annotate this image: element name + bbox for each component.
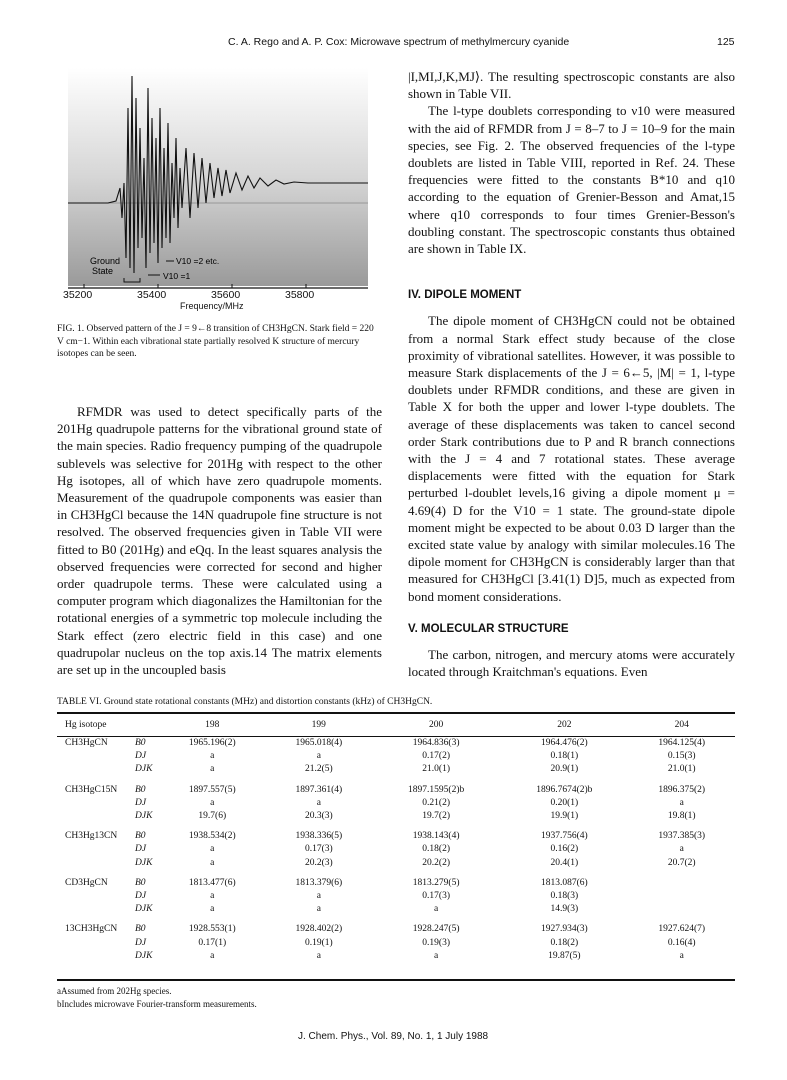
value-cell: 1964.836(3)	[412, 738, 460, 748]
value-cell: 1965.196(2)	[188, 738, 236, 748]
value-cell: 19.87(5)	[548, 950, 581, 961]
value-cell: 1896.375(2)	[658, 784, 706, 795]
value-cell: 1928.247(5)	[412, 924, 460, 935]
table-caption: TABLE VI. Ground state rotational constants (MHz) and distortion constants (kHz) of CH3HgCN.	[57, 697, 433, 707]
parameter-cell: DJ	[135, 937, 147, 948]
parameter-cell: B0	[135, 877, 146, 888]
x-tick-label: 35400	[137, 289, 167, 301]
constants-table	[57, 714, 735, 963]
col-header: 198	[159, 714, 266, 737]
value-cell: 1813.279(5)	[412, 877, 460, 888]
value-cell: 21.2(5)	[304, 764, 333, 775]
x-tick-label: 35200	[63, 289, 93, 301]
value-cell: a	[316, 797, 321, 808]
molecule-cell	[57, 843, 135, 856]
parameter-cell: DJ	[135, 891, 147, 902]
value-cell: 19.9(1)	[550, 811, 579, 822]
value-cell: 1938.534(2)	[188, 831, 236, 842]
value-cell: 20.3(3)	[304, 811, 333, 822]
table-row	[57, 797, 735, 810]
spectrum-plot	[68, 68, 368, 290]
value-cell: 0.19(1)	[304, 937, 333, 948]
molecule-cell: CH3HgCN	[65, 738, 108, 748]
value-cell: 1937.756(4)	[540, 831, 588, 842]
label-state: State	[92, 266, 114, 276]
parameter-cell: DJK	[135, 857, 153, 868]
table-row	[57, 937, 735, 950]
value-cell: 1897.1595(2)b	[408, 784, 465, 795]
value-cell: 1937.385(3)	[658, 831, 706, 842]
figure-caption: FIG. 1. Observed pattern of the J = 9←8 transition of CH3HgCN. Stark field = 220 V cm−1. Within each vibrational state partially resolved K structure of mercury isotopes can be seen.	[57, 324, 374, 359]
table-row	[57, 950, 735, 963]
value-cell: 20.2(2)	[422, 857, 450, 868]
col-header: Hg isotope	[57, 714, 159, 737]
value-cell: a	[316, 751, 321, 762]
value-cell: a	[210, 857, 215, 868]
value-cell: a	[316, 904, 321, 915]
value-cell: a	[210, 904, 215, 915]
value-cell: 0.17(3)	[422, 891, 450, 902]
footnote-a: aAssumed from 202Hg species.	[57, 986, 172, 996]
col-header: 200	[372, 714, 500, 737]
body-paragraph: RFMDR was used to detect specifically parts of the 201Hg quadrupole patterns for the vibrational ground state of the main species. Radio frequency pumping of the quadrupole sublevels was selective for 201Hg with respect to the other Hg isotopes, all of which have zero quadrupole moments. Measurement of the quadrupole components was easier than in CH3HgCl because the 14N quadrupole fine structure is not resolved. The observed frequencies given in Table VII were fitted to B0 (201Hg) and eQq. In the least squares analysis the observed frequencies were corrected for second and higher order quadrupole terms. These were calculated using a computer program which diagonalizes the Hamiltonian for the rotational energies of a symmetric top molecule including the Stark effect (zero electric field in this case) and one quadrupolar nucleus on the top axis.14 The matrix elements are set up in the uncoupled basis	[57, 404, 382, 678]
journal-footer: J. Chem. Phys., Vol. 89, No. 1, 1 July 1988	[298, 1031, 489, 1042]
value-cell: a	[434, 950, 439, 961]
value-cell	[628, 870, 735, 890]
value-cell: 1964.125(4)	[658, 738, 706, 748]
value-cell: a	[210, 764, 215, 775]
value-cell: a	[316, 891, 321, 902]
value-cell: 0.18(3)	[550, 891, 579, 902]
molecule-cell: CH3Hg13CN	[65, 831, 118, 842]
parameter-cell: DJ	[135, 751, 147, 762]
value-cell: 1813.477(6)	[188, 877, 236, 888]
value-cell: 1928.553(1)	[188, 924, 236, 935]
body-paragraph: |I,MI,J,K,MJ⟩. The resulting spectroscopic constants are also shown in Table VII.	[408, 69, 735, 102]
table-header-row	[57, 714, 735, 737]
value-cell: a	[679, 950, 684, 961]
value-cell: 1938.336(5)	[295, 831, 343, 842]
molecule-cell	[57, 890, 135, 903]
molecule-cell	[57, 903, 135, 916]
figure-background	[68, 68, 368, 286]
value-cell: 0.16(2)	[550, 844, 579, 855]
col-header: 202	[500, 714, 628, 737]
value-cell: 0.16(4)	[667, 937, 696, 948]
value-cell: a	[210, 950, 215, 961]
value-cell: 1897.361(4)	[295, 784, 343, 795]
table-row	[57, 750, 735, 763]
parameter-cell: B0	[135, 784, 146, 795]
value-cell	[628, 903, 735, 916]
value-cell: a	[210, 751, 215, 762]
footnote-b: bIncludes microwave Fourier-transform measurements.	[57, 999, 257, 1009]
table-row	[57, 870, 735, 890]
value-cell: a	[434, 904, 439, 915]
value-cell: a	[210, 891, 215, 902]
molecule-cell	[57, 750, 135, 763]
label-ground: Ground	[90, 256, 121, 266]
table-row	[57, 823, 735, 843]
parameter-cell: B0	[135, 831, 146, 842]
value-cell	[628, 890, 735, 903]
parameter-cell: B0	[135, 924, 146, 935]
value-cell: 0.18(1)	[550, 751, 579, 762]
value-cell: 1938.143(4)	[412, 831, 460, 842]
value-cell: a	[679, 797, 684, 808]
parameter-cell: DJK	[135, 764, 153, 775]
value-cell: 0.21(2)	[422, 797, 450, 808]
x-tick-label: 35800	[285, 289, 315, 301]
value-cell: 0.19(3)	[422, 937, 450, 948]
value-cell: 1813.379(6)	[295, 877, 343, 888]
molecule-cell: CD3HgCN	[65, 877, 108, 888]
value-cell: 1965.018(4)	[295, 738, 343, 748]
value-cell: a	[316, 950, 321, 961]
parameter-cell: DJK	[135, 904, 153, 915]
value-cell: 1964.476(2)	[540, 738, 588, 748]
body-paragraph: The carbon, nitrogen, and mercury atoms were accurately located through Kraitchman's equations. Even	[408, 647, 735, 680]
table-row	[57, 737, 735, 751]
value-cell: 20.7(2)	[667, 857, 696, 868]
label-v10-2: V10 =2 etc.	[176, 256, 220, 266]
value-cell: 1896.7674(2)b	[536, 784, 593, 795]
parameter-cell: DJK	[135, 811, 153, 822]
body-paragraph: The dipole moment of CH3HgCN could not be obtained from a normal Stark effect study because of the close proximity of vibrational satellites. However, it was possible to measure Stark displacements of the J = 6←5, |M| = 1, l-type doublets under RFMDR conditions, and these are given in Table X for both the upper and lower l-type doublets. The average of these displacements was taken to cancel second order Stark contributions due to P and R branch connections with the J = 4 and 7 rotational states. These average displacements were fitted with the equation for Stark perturbed l-doublet levels,16 giving a dipole moment μ = 4.69(4) D for the V10 = 1 state. The ground-state dipole moment might be expected to be about 0.03 D larger than the excited state value by analogy with similar molecules.16 The dipole moment for CH3HgCN is considerably larger than that measured for CH3HgCl [3.41(1) D]5, much as expected from bond moment considerations.	[408, 313, 735, 604]
value-cell: 0.18(2)	[422, 844, 450, 855]
parameter-cell: DJK	[135, 950, 153, 961]
table-bottom-rule	[57, 979, 735, 981]
spectrum-figure	[68, 68, 368, 288]
value-cell: 0.20(1)	[550, 797, 579, 808]
table-row	[57, 843, 735, 856]
col-header: 204	[628, 714, 735, 737]
value-cell: 0.18(2)	[550, 937, 579, 948]
value-cell: a	[210, 844, 215, 855]
molecule-cell	[57, 763, 135, 776]
molecule-cell	[57, 950, 135, 963]
body-paragraph: The l-type doublets corresponding to ν10 were measured with the aid of RFMDR from J = 8–7 to J = 10–9 for the main species, see Fig. 2. The observed frequencies of the l-type doublets are listed in Table VIII, reported in Ref. 24. These frequencies were fitted to the constants B*10 and q10 according to the equation of Grenier-Besson and Amat,15 where q10 corresponds to four times Grenier-Besson's doubling constant. The spectroscopic constants thus obtained are shown in Table IX.	[408, 103, 735, 257]
value-cell: 0.17(1)	[198, 937, 227, 948]
table-row	[57, 763, 735, 776]
x-tick-label: 35600	[211, 289, 241, 301]
value-cell: 0.15(3)	[667, 751, 696, 762]
molecule-cell: CH3HgC15N	[65, 784, 118, 795]
value-cell: 1927.624(7)	[658, 924, 706, 935]
right-column	[408, 68, 735, 681]
table-row	[57, 857, 735, 870]
value-cell: 20.4(1)	[550, 857, 579, 868]
value-cell: 20.9(1)	[550, 764, 579, 775]
table-row	[57, 810, 735, 823]
value-cell: 21.0(1)	[422, 764, 450, 775]
molecule-cell: 13CH3HgCN	[65, 924, 118, 935]
label-v10-1: V10 =1	[163, 271, 191, 281]
value-cell: 1927.934(3)	[540, 924, 588, 935]
value-cell: 19.7(2)	[422, 811, 450, 822]
table-row	[57, 903, 735, 916]
table-row	[57, 777, 735, 797]
value-cell: a	[679, 844, 684, 855]
section-heading: IV. DIPOLE MOMENT	[408, 289, 522, 302]
value-cell: 19.7(6)	[198, 811, 227, 822]
page-number: 125	[717, 36, 735, 48]
value-cell: 19.8(1)	[667, 811, 696, 822]
parameter-cell: B0	[135, 738, 146, 748]
parameter-cell: DJ	[135, 797, 147, 808]
molecule-cell	[57, 797, 135, 810]
value-cell: 0.17(3)	[304, 844, 333, 855]
running-title: C. A. Rego and A. P. Cox: Microwave spectrum of methylmercury cyanide	[228, 36, 570, 48]
value-cell: 14.9(3)	[550, 904, 579, 915]
value-cell: 1813.087(6)	[540, 877, 588, 888]
left-column	[57, 403, 382, 678]
molecule-cell	[57, 810, 135, 823]
value-cell: 1928.402(2)	[295, 924, 343, 935]
value-cell: 0.17(2)	[422, 751, 450, 762]
parameter-cell: DJ	[135, 844, 147, 855]
section-heading: V. MOLECULAR STRUCTURE	[408, 622, 569, 635]
col-header: 199	[266, 714, 373, 737]
x-axis-label: Frequency/MHz	[180, 301, 244, 311]
value-cell: 20.2(3)	[304, 857, 333, 868]
molecule-cell	[57, 857, 135, 870]
value-cell: a	[210, 797, 215, 808]
value-cell: 21.0(1)	[667, 764, 696, 775]
table-row	[57, 890, 735, 903]
value-cell: 1897.557(5)	[188, 784, 236, 795]
table-row	[57, 916, 735, 936]
molecule-cell	[57, 937, 135, 950]
